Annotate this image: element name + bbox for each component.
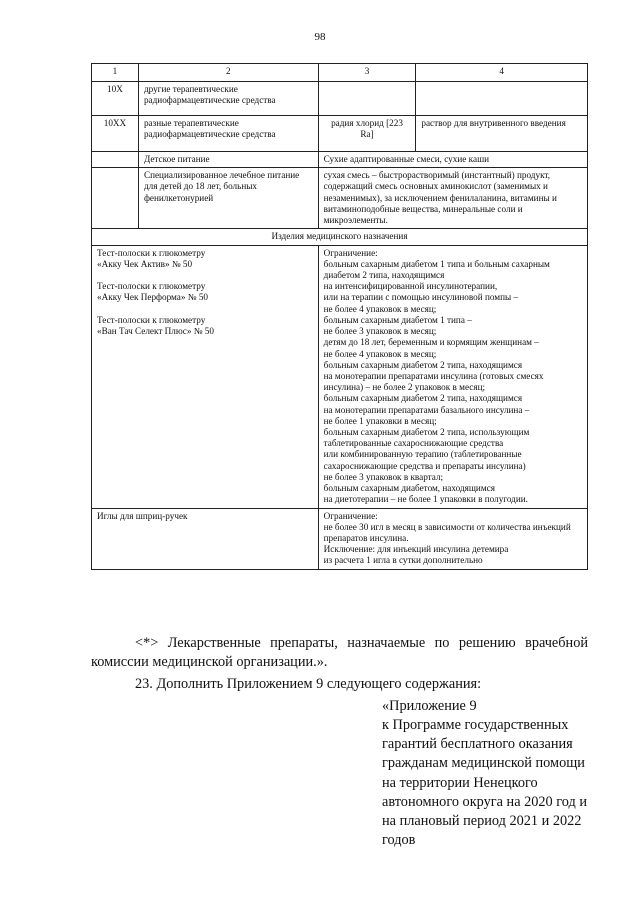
atc-code: 10X — [92, 82, 139, 116]
drug-substance: радия хлорид [223 Ra] — [318, 116, 416, 152]
device-name: Тест-полоски к глюкометру «Акку Чек Актив» № 50 Тест-полоски к глюкометру «Акку Чек Перформа» № 50 Тест-полоски к глюкометру «Ван Тач Селект Плюс» № 50 — [92, 245, 319, 508]
section-title: Изделия медицинского назначения — [92, 229, 588, 245]
footnote: <*> Лекарственные препараты, назначаемые по решению врачебной комиссии медицинской организации.». — [91, 635, 588, 671]
empty-cell — [92, 168, 139, 229]
device-restriction: Ограничение: больным сахарным диабетом 1 типа и больным сахарным диабетом 2 типа, находящимся на интенсифицированной инсулинотерапии, или на терапии с помощью инсулиновой помпы – не более 4 упаковок в месяц; больным сахарным диабетом 1 типа – не более 3 упаковок в месяц; детям до 18 лет, беременным и кормящим женщинам – не более 4 упаковок в месяц; больным сахарным диабетом 2 типа, находящимся на монотерапии препаратами инсулина (готовых смесях инсулина) – не более 2 упаковок в месяц; больным сахарным диабетом 2 типа, находящимся на монотерапии препаратами базального инсулина – не более 1 упаковки в месяц; больным сахарным диабетом 2 типа, использующим таблетированные сахароснижающие средства или комбинированную терапию (таблетированные сахароснижающие средства и препараты инсулина) не более 3 упаковок в квартал; больным сахарным диабетом, находящимся на диетотерапии – не более 1 упаковки в полугодии. — [318, 245, 587, 508]
table-row — [92, 152, 588, 168]
table-row — [92, 82, 588, 116]
empty-cell — [92, 152, 139, 168]
drug-form: раствор для внутривенного введения — [416, 116, 588, 152]
atc-code: 10XX — [92, 116, 139, 152]
drug-group-name: другие терапевтические радиофармацевтические средства — [138, 82, 318, 116]
table-row — [92, 116, 588, 152]
drug-substance — [318, 82, 416, 116]
table-row — [92, 245, 588, 508]
drug-group-name: разные терапевтические радиофармацевтические средства — [138, 116, 318, 152]
amendment-item-23: 23. Дополнить Приложением 9 следующего содержания: — [135, 676, 482, 692]
table-row — [92, 168, 588, 229]
header-cell: 2 — [138, 64, 318, 82]
table-row — [92, 508, 588, 569]
section-title-row — [92, 229, 588, 245]
device-name: Иглы для шприц-ручек — [92, 508, 319, 569]
food-product-description: сухая смесь – быстрорастворимый (инстантный) продукт, содержащий смесь основных аминокислот (заменимых и незаменимых), за исключением фенилаланина, витамины и витаминоподобные вещества, минеральные соли и микроэлементы. — [318, 168, 587, 229]
drug-supply-table — [91, 63, 588, 570]
header-cell: 1 — [92, 64, 139, 82]
header-cell: 3 — [318, 64, 416, 82]
page-number: 98 — [314, 31, 326, 43]
header-cell: 4 — [416, 64, 588, 82]
food-product-name: Детское питание — [138, 152, 318, 168]
device-restriction: Ограничение: не более 30 игл в месяц в зависимости от количества инъекций препаратов инсулина. Исключение: для инъекций инсулина детемира из расчета 1 игла в сутки дополнительно — [318, 508, 587, 569]
food-product-description: Сухие адаптированные смеси, сухие каши — [318, 152, 587, 168]
table-header-row — [92, 64, 588, 82]
food-product-name: Специализированное лечебное питание для детей до 18 лет, больных фенилкетонурией — [138, 168, 318, 229]
appendix-heading: «Приложение 9 к Программе государственных гарантий бесплатного оказания гражданам медицинской помощи на территории Ненецкого автономного округа на 2020 год и на плановый период 2021 и 2022 годов — [382, 698, 588, 849]
drug-form — [416, 82, 588, 116]
